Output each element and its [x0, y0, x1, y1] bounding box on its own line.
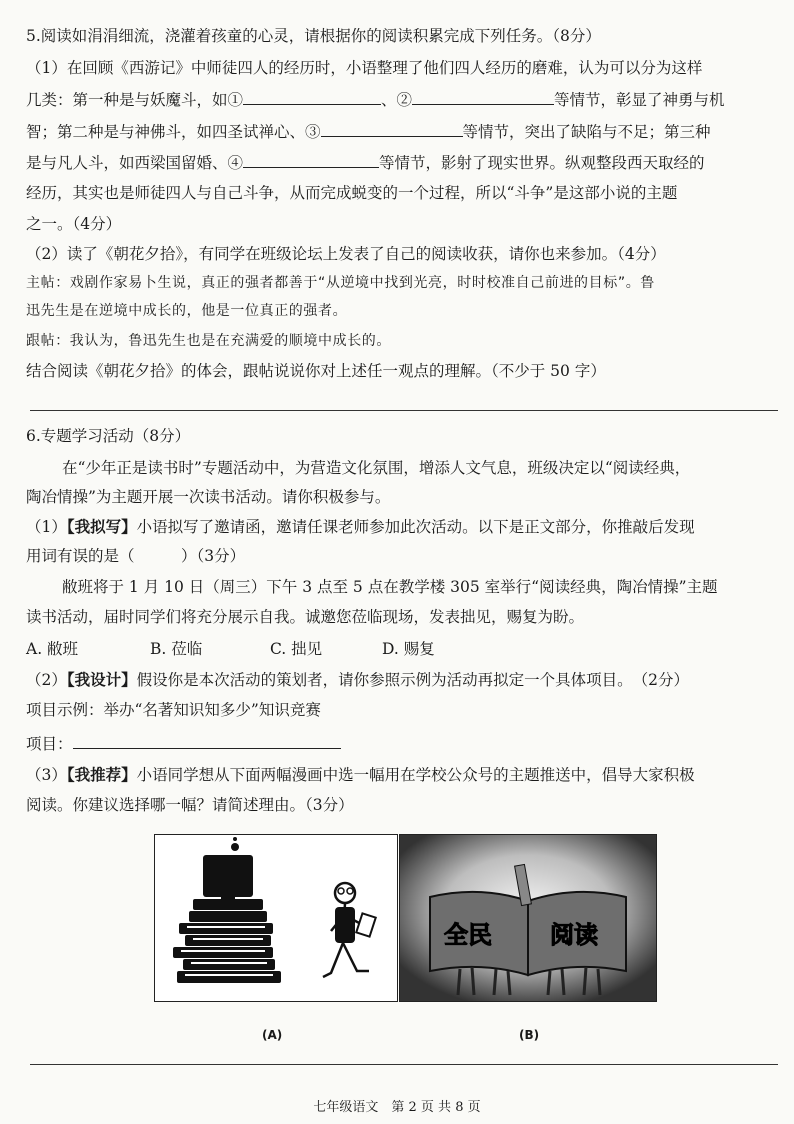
- q6-s2-example: 项目示例：举办“名著知识知多少”知识竞赛: [26, 701, 321, 719]
- option-d[interactable]: D. 赐复: [382, 640, 435, 658]
- blank-1[interactable]: [243, 89, 381, 105]
- q5-p1-line5: 经历，其实也是师徒四人与自己斗争，从而完成蜕变的一个过程，所以“斗争”是这部小说的主题: [26, 184, 678, 202]
- q6-s2-line1: [26, 670, 689, 690]
- comic-a: [154, 834, 398, 1002]
- q5-p1-line4: [26, 152, 705, 173]
- q5-p1-text: 等情节，彰显了神勇与机: [554, 91, 725, 109]
- main-post-line1: 主帖：戏剧作家易卜生说，真正的强者都善于“从逆境中找到光亮，时时校准自己前进的目标”。鲁: [26, 275, 655, 291]
- reply-post: 跟帖：我认为，鲁迅先生也是在充满爱的顺境中成长的。: [26, 333, 391, 349]
- blank-4[interactable]: [243, 152, 379, 168]
- q6-s3-line2: 阅读。你建议选择哪一幅？请简述理由。（3分）: [26, 796, 354, 814]
- q6-s2-item: [26, 733, 341, 754]
- q6-intro-line1: 在“少年正是读书时”专题活动中，为营造文化氛围，增添人文气息，班级决定以“阅读经典，: [62, 459, 691, 477]
- q5-p1-line6: 之一。（4分）: [26, 215, 122, 233]
- comic-b-left-text: 全民: [444, 921, 492, 949]
- comic-a-illustration: [155, 835, 397, 1001]
- q6-s2-tag: 【我设计】: [66, 670, 137, 689]
- q5-p1-text: 、②: [381, 91, 413, 109]
- comic-b: [399, 834, 657, 1002]
- q5-p2-line1: （2）读了《朝花夕拾》，有同学在班级论坛上发表了自己的阅读收获，请你也来参加。（4分）: [26, 245, 666, 263]
- q6-s1-text: 小语拟写了邀请函，邀请任课老师参加此次活动。以下是正文部分，你推敲后发现: [136, 518, 695, 536]
- item-label: 项目：: [26, 735, 73, 753]
- option-c[interactable]: C. 拙见: [270, 640, 323, 658]
- q6-s1-line1: [26, 517, 695, 537]
- q6-s3-prefix: （3）: [26, 766, 67, 784]
- option-a[interactable]: A. 敝班: [26, 640, 79, 658]
- q5-p1-text: 等情节，突出了缺陷与不足；第三种: [462, 123, 711, 141]
- q6-title: 6.专题学习活动（8分）: [26, 427, 191, 445]
- q5-p1-text: 智；第二种是与神佛斗，如四圣试禅心、③: [26, 123, 321, 141]
- item-answer-blank[interactable]: [73, 733, 341, 749]
- q5-p1-line1: （1）在回顾《西游记》中师徒四人的经历时，小语整理了他们四人经历的磨难，认为可以分为这样: [26, 59, 703, 77]
- letter-line1: 敝班将于 1 月 10 日（周三）下午 3 点至 5 点在教学楼 305 室举行“阅读经典，陶冶情操”主题: [62, 578, 718, 596]
- comic-b-illustration: [400, 835, 656, 1001]
- q6-intro-line2: 陶冶情操”为主题开展一次读书活动。请你积极参与。: [26, 488, 391, 506]
- option-b[interactable]: B. 莅临: [150, 640, 203, 658]
- page-footer: 七年级语文 第 2 页 共 8 页: [313, 1100, 481, 1115]
- q5-p1-text: 几类：第一种是与妖魔斗，如①: [26, 91, 244, 109]
- section-divider: [30, 410, 778, 411]
- q6-s1-tag: 【我拟写】: [66, 517, 137, 536]
- q6-s3-text: 小语同学想从下面两幅漫画中选一幅用在学校公众号的主题推送中，倡导大家积极: [136, 766, 695, 784]
- q6-s1-line2: 用词有误的是（ ）（3分）: [26, 547, 246, 565]
- q6-s2-text: 假设你是本次活动的策划者，请你参照示例为活动再拟定一个具体项目。 （2分）: [136, 671, 690, 689]
- blank-2[interactable]: [412, 89, 554, 105]
- q6-s3-line1: [26, 765, 695, 785]
- q6-s2-prefix: （2）: [26, 671, 67, 689]
- q5-p1-line3: [26, 121, 711, 142]
- main-post-line2: 迅先生是在逆境中成长的，他是一位真正的强者。: [26, 303, 348, 319]
- q6-s3-tag: 【我推荐】: [66, 765, 137, 784]
- q6-s1-prefix: （1）: [26, 518, 67, 536]
- comic-b-caption: (B): [519, 1028, 540, 1042]
- comic-a-caption: (A): [262, 1028, 283, 1042]
- footer-divider: [30, 1064, 778, 1065]
- q5-p1-line2: [26, 89, 725, 110]
- q5-p1-text: 是与凡人斗，如西梁国留婚、④: [26, 154, 244, 172]
- comic-b-right-text: 阅读: [550, 921, 598, 949]
- letter-line2: 读书活动，届时同学们将充分展示自我。诚邀您莅临现场，发表拙见，赐复为盼。: [26, 608, 585, 626]
- blank-3[interactable]: [321, 121, 463, 137]
- q5-p2-task: 结合阅读《朝花夕拾》的体会，跟帖说说你对上述任一观点的理解。（不少于 50 字）: [26, 362, 606, 380]
- q5-title: 5.阅读如涓涓细流，浇灌着孩童的心灵，请根据你的阅读积累完成下列任务。（8分）: [26, 27, 601, 45]
- q5-p1-text: 等情节，影射了现实世界。纵观整段西天取经的: [379, 154, 705, 172]
